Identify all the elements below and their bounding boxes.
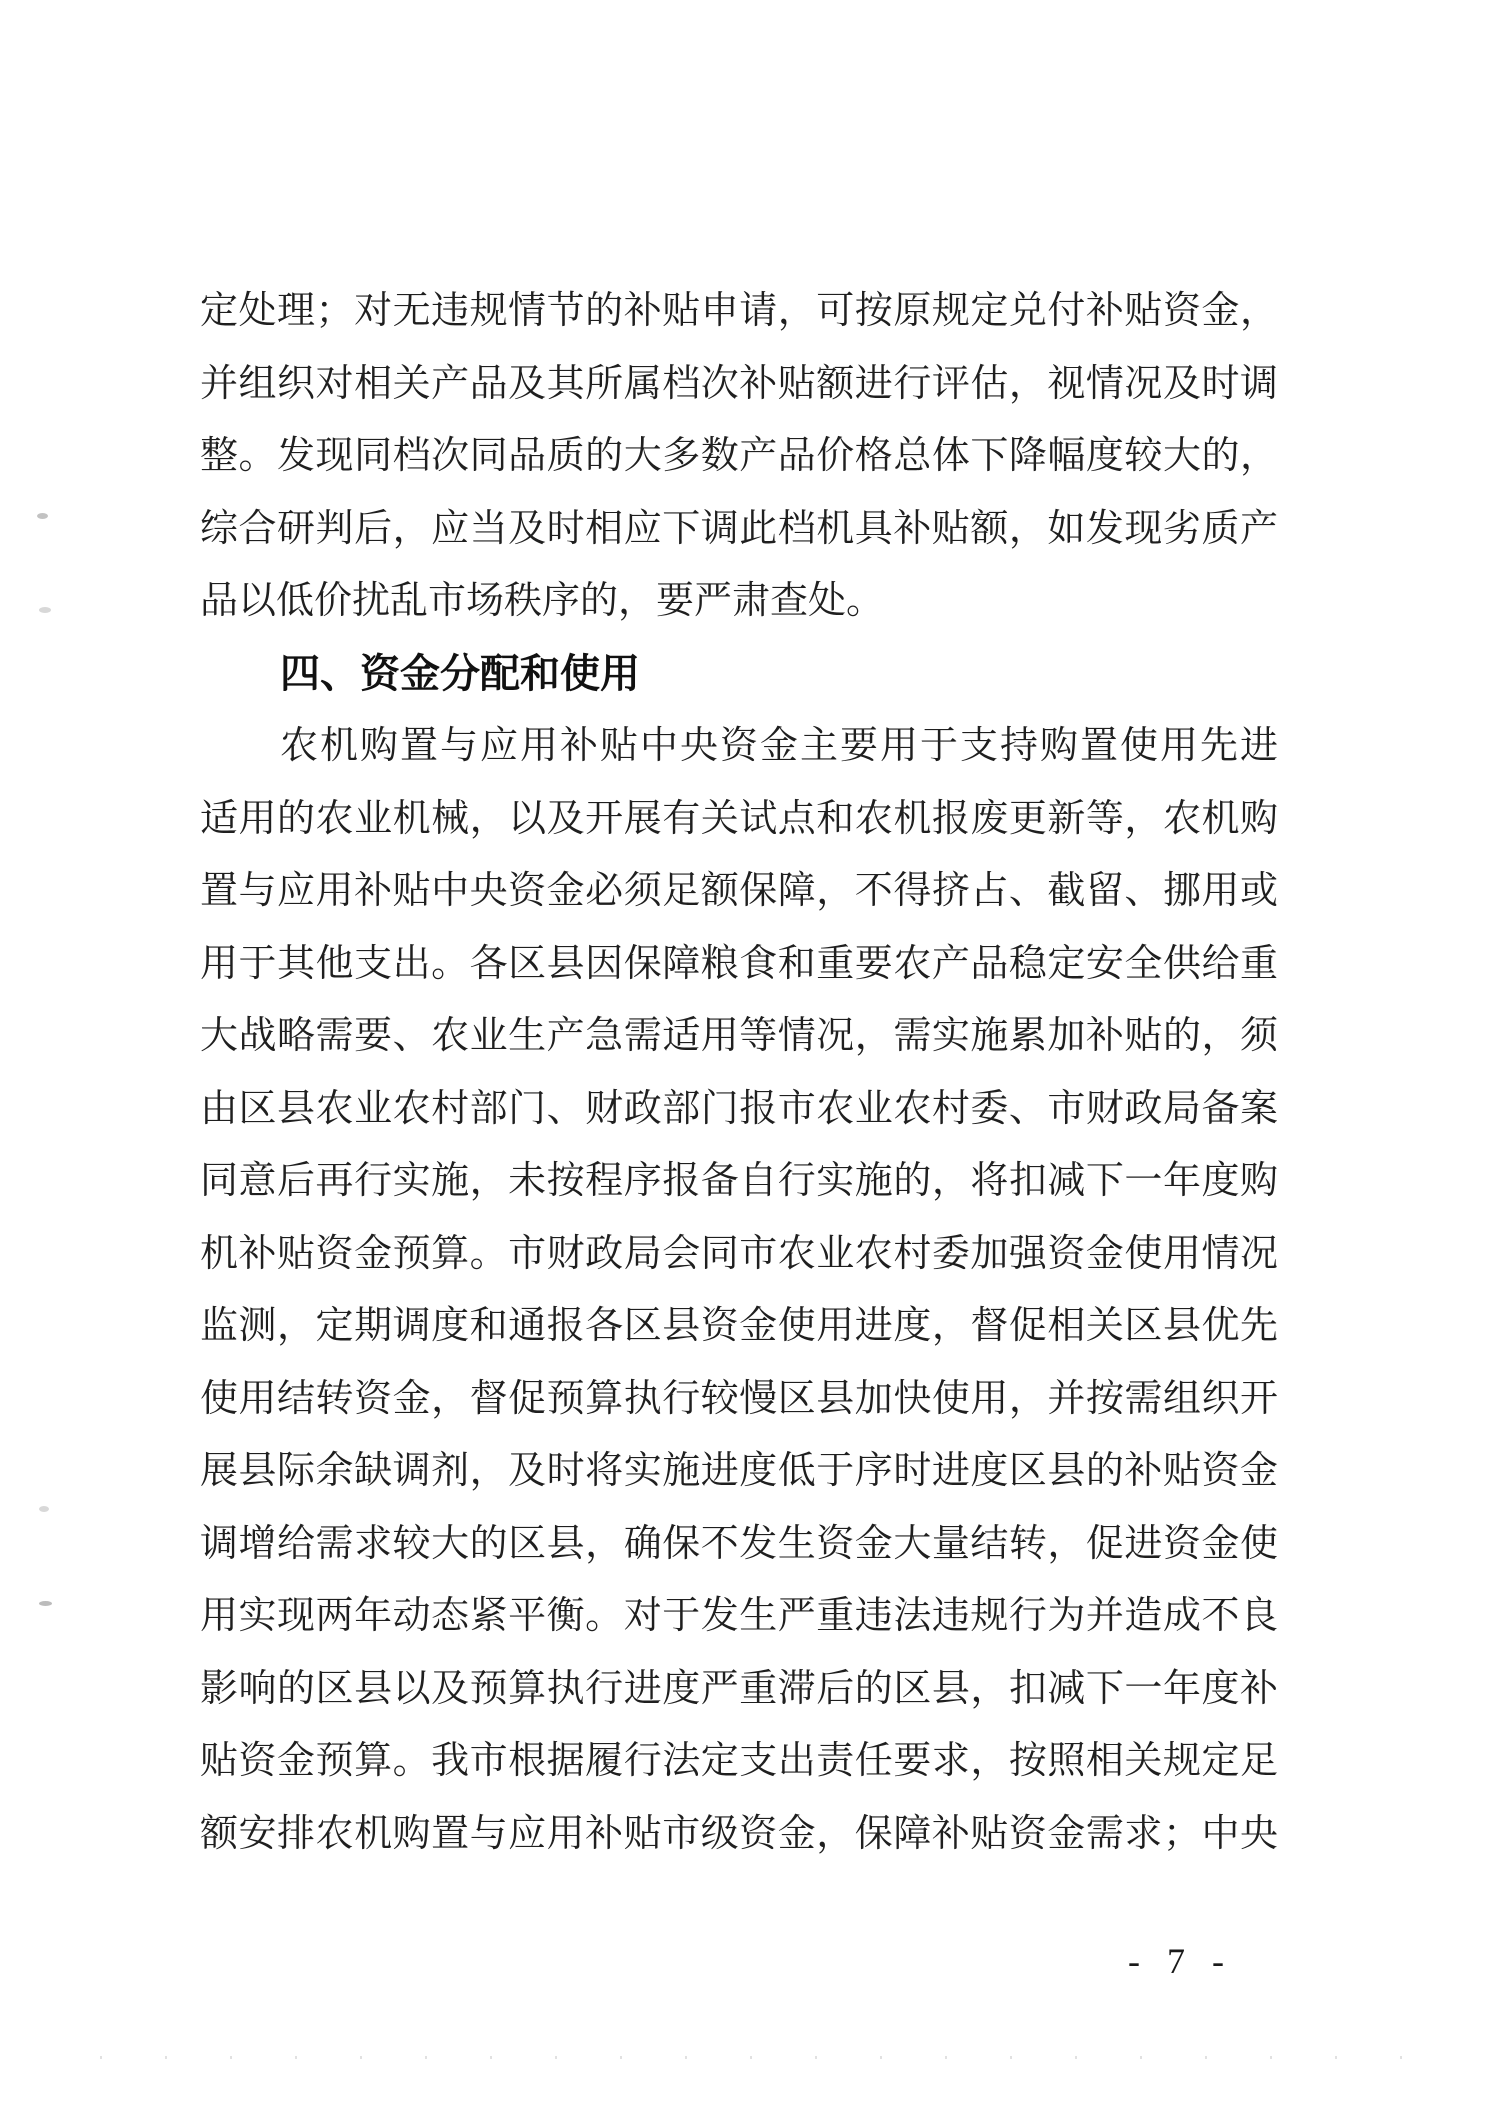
- text-line: 置与应用补贴中央资金必须足额保障，不得挤占、截留、挪用或: [200, 870, 1278, 912]
- document-body: [200, 288, 1278, 1883]
- scan-speck: [39, 607, 51, 613]
- scan-dotted-line-artifact: [100, 2056, 1460, 2059]
- scan-speck: [39, 1601, 52, 1606]
- text-line: 适用的农业机械，以及开展有关试点和农机报废更新等，农机购: [200, 797, 1278, 840]
- text-line: 农机购置与应用补贴中央资金主要用于支持购置使用先进: [280, 725, 1278, 767]
- text-line: 用实现两年动态紧平衡。对于发生严重违法违规行为并造成不良: [200, 1595, 1278, 1637]
- text-line: 机补贴资金预算。市财政局会同市农业农村委加强资金使用情况: [200, 1232, 1278, 1275]
- text-line: 用于其他支出。各区县因保障粮食和重要农产品稳定安全供给重: [200, 942, 1278, 985]
- text-line: 大战略需要、农业生产急需适用等情况，需实施累加补贴的，须: [200, 1015, 1278, 1057]
- text-line: 贴资金预算。我市根据履行法定支出责任要求，按照相关规定足: [200, 1740, 1278, 1782]
- scan-speck: [37, 513, 48, 519]
- text-line: 展县际余缺调剂，及时将实施进度低于序时进度区县的补贴资金: [200, 1450, 1278, 1492]
- text-line: 影响的区县以及预算执行进度严重滞后的区县，扣减下一年度补: [200, 1667, 1278, 1710]
- text-line: 定处理；对无违规情节的补贴申请，可按原规定兑付补贴资金，: [200, 290, 1278, 332]
- text-line: 并组织对相关产品及其所属档次补贴额进行评估，视情况及时调: [200, 362, 1278, 405]
- text-line: 同意后再行实施，未按程序报备自行实施的，将扣减下一年度购: [200, 1160, 1278, 1202]
- text-line: 四、资金分配和使用: [280, 651, 640, 696]
- text-line: 由区县农业农村部门、财政部门报市农业农村委、市财政局备案: [200, 1087, 1278, 1130]
- scan-speck: [39, 1506, 49, 1512]
- text-line: 监测，定期调度和通报各区县资金使用进度，督促相关区县优先: [200, 1305, 1278, 1347]
- text-line: 综合研判后，应当及时相应下调此档机具补贴额，如发现劣质产: [200, 507, 1278, 550]
- text-line: 使用结转资金，督促预算执行较慢区县加快使用，并按需组织开: [200, 1377, 1278, 1420]
- text-line: 整。发现同档次同品质的大多数产品价格总体下降幅度较大的，: [200, 435, 1278, 477]
- page-number: - 7 -: [1128, 1941, 1229, 1981]
- text-line: 调增给需求较大的区县，确保不发生资金大量结转，促进资金使: [200, 1522, 1278, 1565]
- text-line: 品以低价扰乱市场秩序的，要严肃查处。: [200, 580, 885, 622]
- text-line: 额安排农机购置与应用补贴市级资金，保障补贴资金需求；中央: [200, 1812, 1278, 1855]
